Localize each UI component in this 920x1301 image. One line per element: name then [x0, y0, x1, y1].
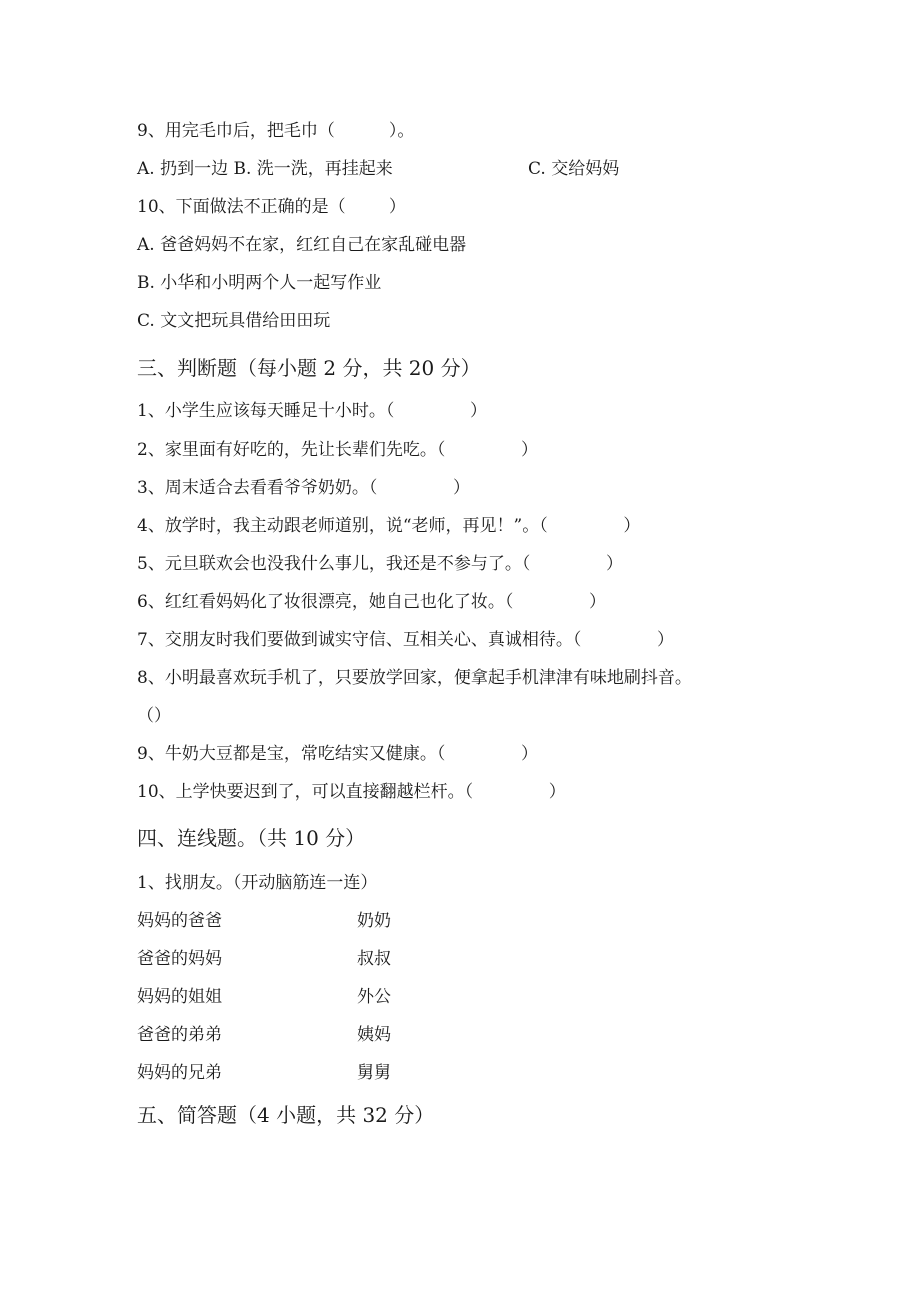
matching-right-item: 姨妈 [357, 1025, 391, 1045]
judge-item: 3、周末适合去看看爷爷奶奶。（ ） [137, 478, 470, 498]
judge-item: 8、小明最喜欢玩手机了，只要放学回家，便拿起手机津津有味地刷抖音。 [137, 668, 692, 688]
question-10: 10、下面做法不正确的是（ ） [137, 197, 406, 217]
matching-right-item: 奶奶 [357, 911, 391, 931]
matching-question: 1、找朋友。（开动脑筋连一连） [137, 873, 378, 893]
judge-item: 5、元旦联欢会也没我什么事儿，我还是不参与了。（ ） [137, 554, 623, 574]
matching-right-item: 舅舅 [357, 1063, 391, 1083]
question-9-options-ab: A. 扔到一边 B. 洗一洗，再挂起来 [137, 159, 393, 179]
matching-left-item: 爸爸的妈妈 [137, 949, 222, 969]
matching-left-item: 妈妈的爸爸 [137, 911, 222, 931]
judge-item: 10、上学快要迟到了，可以直接翻越栏杆。（ ） [137, 782, 566, 802]
matching-right-item: 叔叔 [357, 949, 391, 969]
section-5-heading: 五、简答题（4 小题，共 32 分） [137, 1103, 435, 1127]
question-9: 9、用完毛巾后，把毛巾（ ）。 [137, 121, 415, 141]
judge-item: 7、交朋友时我们要做到诚实守信、互相关心、真诚相待。（ ） [137, 630, 674, 650]
judge-item: 2、家里面有好吃的，先让长辈们先吃。（ ） [137, 440, 538, 460]
question-10-option-c: C. 文文把玩具借给田田玩 [137, 311, 331, 331]
judge-item: 1、小学生应该每天睡足十小时。（ ） [137, 401, 487, 421]
matching-left-item: 妈妈的兄弟 [137, 1063, 222, 1083]
judge-item: 6、红红看妈妈化了妆很漂亮，她自己也化了妆。（ ） [137, 592, 606, 612]
section-3-heading: 三、判断题（每小题 2 分，共 20 分） [137, 356, 481, 380]
matching-left-item: 妈妈的姐姐 [137, 987, 222, 1007]
matching-right-item: 外公 [357, 987, 391, 1007]
question-10-option-a: A. 爸爸妈妈不在家，红红自己在家乱碰电器 [137, 235, 467, 255]
question-9-option-c: C. 交给妈妈 [528, 159, 620, 179]
judge-item: 4、放学时，我主动跟老师道别，说“老师，再见！”。（ ） [137, 516, 641, 536]
matching-left-item: 爸爸的弟弟 [137, 1025, 222, 1045]
section-4-heading: 四、连线题。（共 10 分） [137, 826, 366, 850]
question-10-option-b: B. 小华和小明两个人一起写作业 [137, 273, 382, 293]
judge-item-blank: （） [137, 706, 171, 726]
judge-item: 9、牛奶大豆都是宝，常吃结实又健康。（ ） [137, 744, 538, 764]
